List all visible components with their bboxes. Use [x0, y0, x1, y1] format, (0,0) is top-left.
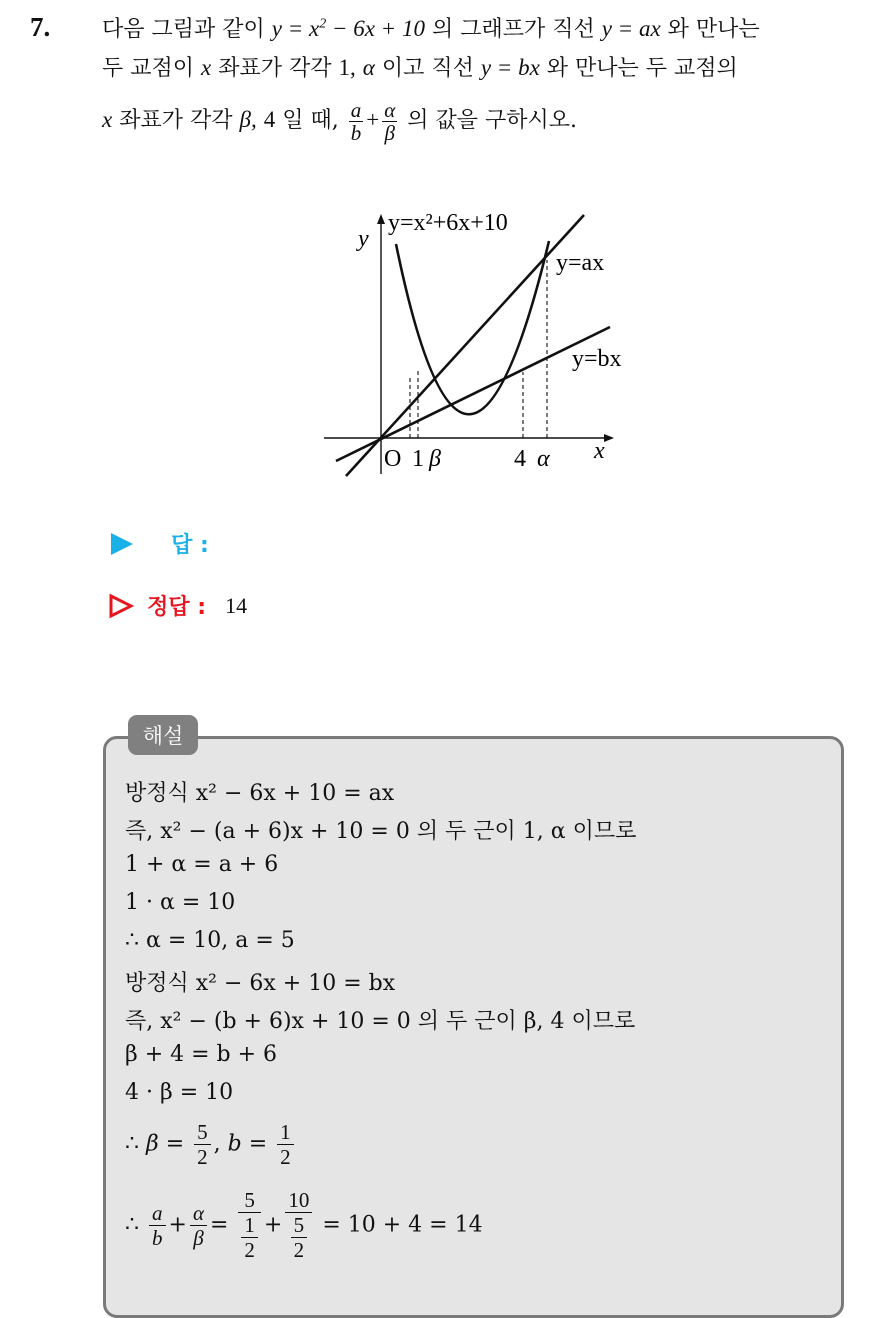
solution-line-6: 방정식 x² − 6x + 10 = bx	[125, 971, 396, 996]
equals-sign: =	[209, 1212, 229, 1238]
q2-text-3: 이고 직선	[381, 56, 474, 81]
tick-beta: β	[429, 446, 441, 472]
tick-alpha: α	[537, 446, 550, 472]
fraction-5-over-2: $\frac{5}{2}$	[194, 1120, 211, 1169]
solution-line-4: 1 · α = 10	[125, 890, 236, 915]
fraction-alpha-over-beta-solution: $\frac{\alpha}{\beta}$	[190, 1201, 207, 1250]
q1-eq-curve: $y = x^2 - 6x + 10$	[271, 16, 425, 41]
q3-var-beta: β,	[239, 107, 257, 132]
tick-1: 1	[412, 446, 424, 472]
fraction-1-over-2: $\frac{1}{2}$	[277, 1120, 294, 1169]
correct-answer-row	[108, 590, 247, 621]
solution-line-8: β + 4 = b + 6	[125, 1042, 278, 1067]
q1-text-2: 의 그래프가 직선	[431, 17, 595, 42]
label-line-a: y=ax	[556, 250, 605, 276]
q2-text-2: 좌표가 각각	[218, 56, 332, 81]
question-line-1	[102, 14, 760, 45]
y-axis-arrow	[377, 214, 385, 224]
solution-line-7: 즉, x² − (b + 6)x + 10 = 0 의 두 근이 β, 4 이므로	[125, 1009, 636, 1034]
solution-line-2: 즉, x² − (a + 6)x + 10 = 0 의 두 근이 1, α 이므로	[125, 819, 637, 844]
fraction-alpha-over-beta: $\frac{\alpha}{\beta}$	[384, 97, 396, 145]
q2-var-alpha: α	[362, 55, 375, 80]
label-line-b: y=bx	[572, 346, 622, 372]
q1-eq-line-a: y = ax	[601, 16, 661, 41]
solution-line-9: 4 · β = 10	[125, 1080, 234, 1105]
parabola-curve	[396, 241, 549, 414]
line-y-bx	[336, 327, 610, 461]
question-line-2	[102, 53, 738, 84]
therefore-symbol-final: ∴	[125, 1212, 139, 1238]
comma: ,	[213, 1131, 221, 1157]
q2-text-1: 두 교점이	[102, 56, 195, 81]
fraction-a-over-b-solution: $\frac{a}{b}$	[149, 1201, 166, 1250]
play-triangle-icon	[108, 531, 134, 557]
label-origin: O	[384, 446, 402, 472]
correct-answer-label: 정답 :	[147, 595, 207, 620]
b-equals: b =	[227, 1131, 268, 1157]
q1-text-1: 다음 그림과 같이	[102, 17, 265, 42]
q3-num-4: 4	[263, 107, 276, 132]
solution-tag: 해설	[128, 715, 198, 755]
label-x-axis: x	[594, 438, 605, 464]
correct-answer-value: 14	[225, 592, 248, 618]
line-y-ax	[346, 215, 584, 476]
answer-label: 답 :	[171, 533, 209, 558]
plus-sign: +	[168, 1212, 187, 1238]
graph-figure	[318, 196, 648, 486]
q2-num-1: 1,	[338, 55, 356, 80]
q2-text-4: 와 만나는 두 교점의	[546, 56, 738, 81]
solution-line-5: ∴ α = 10, a = 5	[125, 928, 295, 953]
label-y-axis: y	[358, 226, 369, 252]
outline-triangle-icon	[108, 593, 134, 619]
question-line-3	[102, 92, 577, 149]
tick-4: 4	[514, 446, 526, 472]
q3-text-3: 의 값을 구하시오.	[407, 108, 577, 133]
fraction-a-over-b: $\frac{a}{b}$	[350, 97, 362, 145]
x-axis-arrow	[604, 434, 614, 442]
label-curve: y=x²+6x+10	[388, 210, 508, 236]
solution-line-11	[125, 1188, 483, 1262]
q3-text-2: 일 때,	[282, 108, 339, 133]
therefore-symbol: ∴	[125, 1131, 139, 1157]
q3-text-1: 좌표가 각각	[119, 108, 233, 133]
final-result: = 10 + 4 = 14	[322, 1212, 483, 1238]
q3-plus: +	[366, 107, 380, 132]
solution-line-3: 1 + α = a + 6	[125, 852, 279, 877]
complex-fraction-5-over-half: $\frac{5}{\frac{1}{2}}$	[238, 1188, 261, 1262]
q3-var-x: x	[102, 107, 113, 132]
question-number: 7.	[30, 12, 51, 42]
plus-sign-2: +	[263, 1212, 283, 1238]
q1-text-3: 와 만나는	[667, 17, 760, 42]
beta-equals: β =	[146, 1131, 185, 1157]
q2-var-x: x	[201, 55, 212, 80]
solution-line-10	[125, 1120, 297, 1169]
complex-fraction-10-over-five-halves: $\frac{10}{\frac{5}{2}}$	[285, 1188, 312, 1262]
q2-eq-line-b: y = bx	[480, 55, 540, 80]
answer-input-row	[108, 528, 209, 559]
solution-line-1: 방정식 x² − 6x + 10 = ax	[125, 781, 395, 806]
